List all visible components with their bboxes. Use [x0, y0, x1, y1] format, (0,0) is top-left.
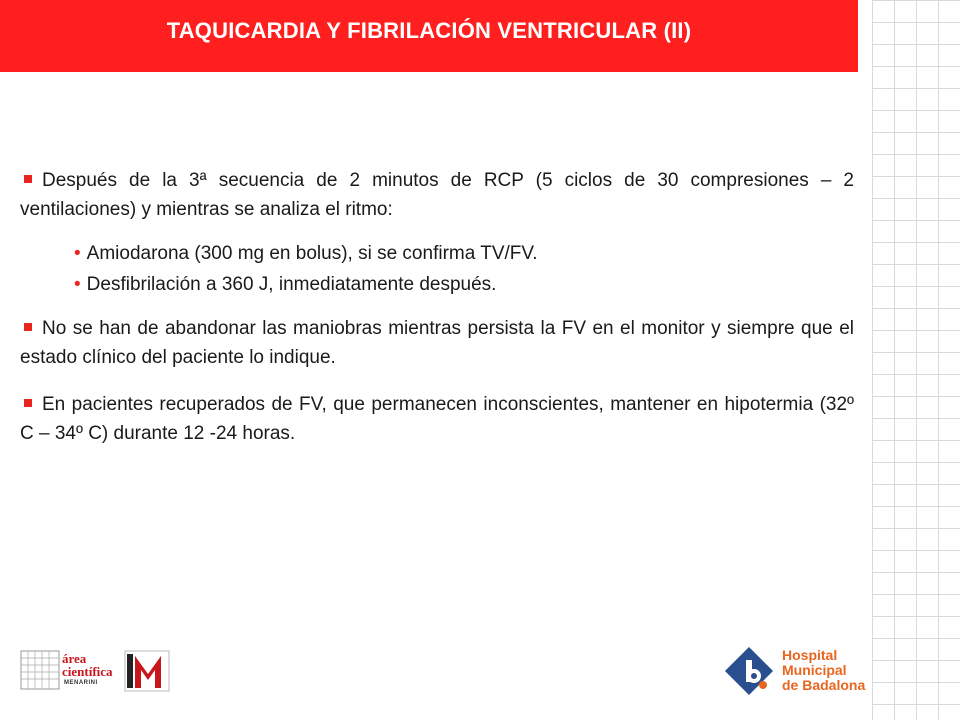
- sub-item: • Desfibrilación a 360 J, inmediatamente después.: [74, 274, 497, 295]
- area-cientifica-wordmark: área científica: [62, 651, 113, 679]
- decorative-grid: [872, 0, 960, 720]
- slide-title: TAQUICARDIA Y FIBRILACIÓN VENTRICULAR (II): [166, 18, 692, 43]
- menarini-m-icon: [124, 650, 170, 692]
- hospital-b-icon: [724, 646, 776, 698]
- title-bar: [0, 0, 858, 72]
- sub-list: [74, 238, 854, 300]
- paragraph-1-text: Después de la 3ª secuencia de 2 minutos de RCP (5 ciclos de 30 compresiones – 2 ventilaciones) y mientras se analiza el ritmo:: [20, 170, 854, 220]
- menarini-wordmark: MENARINI: [64, 680, 98, 686]
- area-cientifica-logo: [20, 650, 182, 692]
- square-bullet-icon: [24, 399, 32, 407]
- paragraph-2: [20, 314, 854, 372]
- dot-bullet-icon: •: [74, 243, 81, 264]
- paragraph-2-text: No se han de abandonar las maniobras mientras persista la FV en el monitor y siempre que el estado clínico del paciente lo indique.: [20, 318, 854, 368]
- slide-content: [20, 166, 854, 448]
- paragraph-1: [20, 166, 854, 224]
- dot-bullet-icon: •: [74, 274, 81, 295]
- hospital-wordmark: Hospital Municipal de Badalona: [782, 647, 866, 693]
- square-bullet-icon: [24, 175, 32, 183]
- paragraph-3-text: En pacientes recuperados de FV, que permanecen inconscientes, mantener en hipotermia (32º C – 34º C) durante 12 -24 horas.: [20, 394, 854, 444]
- paragraph-3: [20, 390, 854, 448]
- sub-item: • Amiodarona (300 mg en bolus), si se confirma TV/FV.: [74, 243, 538, 264]
- square-bullet-icon: [24, 323, 32, 331]
- grid-logo-icon: [20, 650, 60, 690]
- hospital-badalona-logo: [724, 646, 874, 696]
